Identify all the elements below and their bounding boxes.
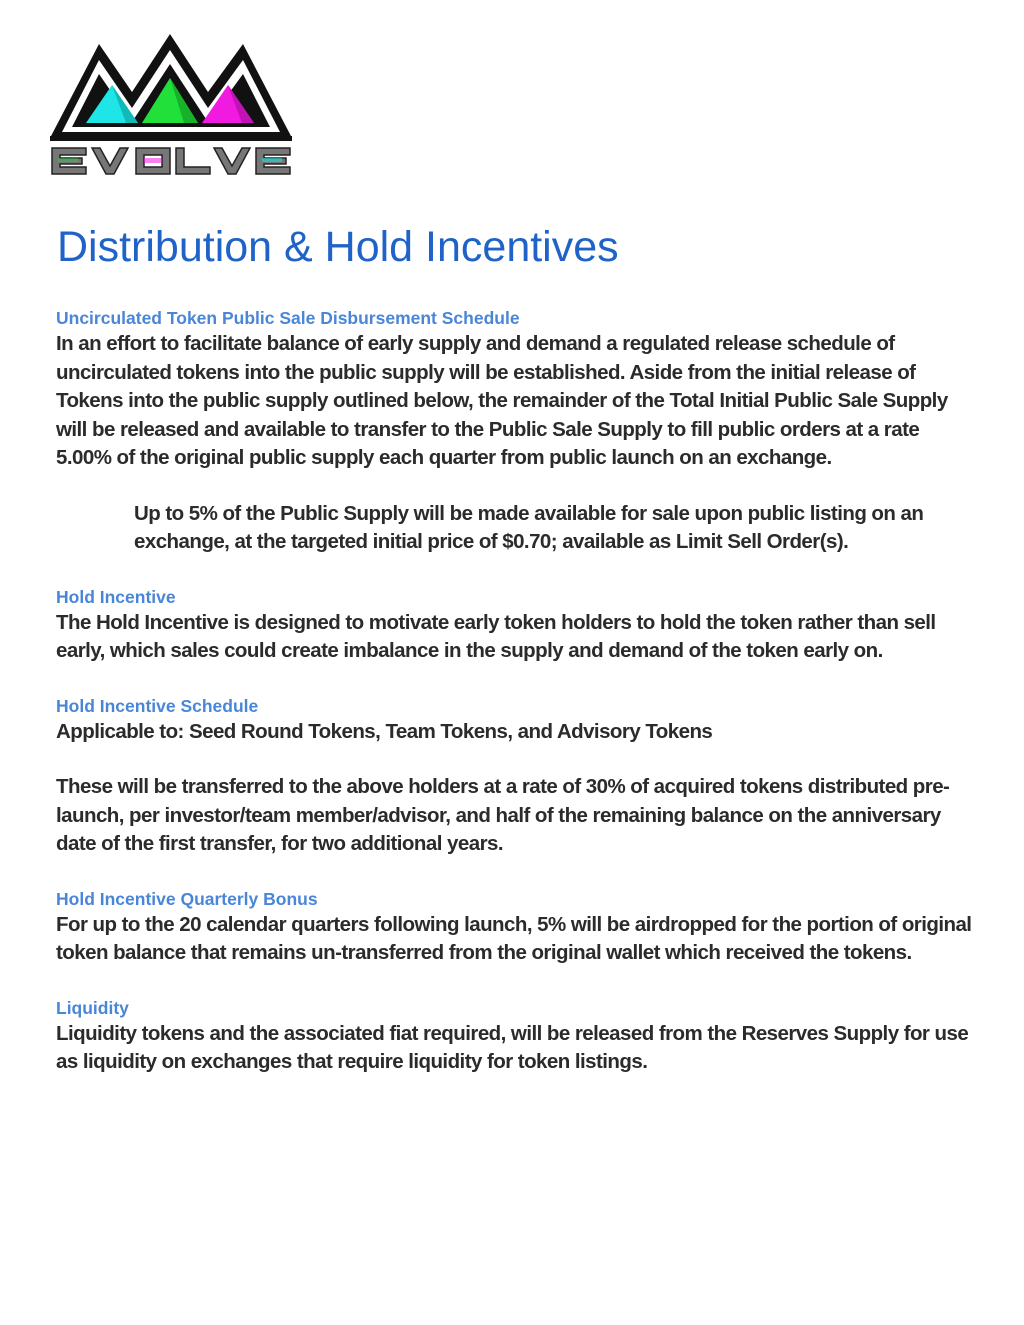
indented-note-public-supply: Up to 5% of the Public Supply will be made available for sale upon public listing on an exchange, at the targeted initial price of $0.70; available as Limit Sell Order(s). <box>134 501 924 553</box>
section-heading-hold-incentive: Hold Incentive <box>56 586 176 607</box>
section-heading-hold-schedule: Hold Incentive Schedule <box>56 695 259 716</box>
page-title: Distribution & Hold Incentives <box>57 223 619 271</box>
document-body <box>56 306 976 1077</box>
section-body-hold-schedule: These will be transferred to the above holders at a rate of 30% of acquired tokens distributed pre-launch, per investor/team member/advisor, and half of the remaining balance on the anniversary date of the first transfer, for two additional years. <box>56 775 950 855</box>
section-body-quarterly-bonus: For up to the 20 calendar quarters following launch, 5% will be airdropped for the portion of original token balance that remains un-transferred from the original wallet which received the tokens. <box>56 912 972 964</box>
section-heading-uncirculated: Uncirculated Token Public Sale Disbursement Schedule <box>56 308 520 328</box>
section-heading-quarterly-bonus: Hold Incentive Quarterly Bonus <box>56 888 318 909</box>
section-body-uncirculated: In an effort to facilitate balance of early supply and demand a regulated release schedule of uncirculated tokens into the public supply will be established. Aside from the initial release of Tokens into the public supply outlined below, the remainder of the Total Initial Public Sale Supply will be released and available to transfer to the Public Sale Supply to fill public orders at a rate 5.00% of the original public supply each quarter from public launch on an exchange. <box>56 332 948 469</box>
section-body-hold-incentive: The Hold Incentive is designed to motivate early token holders to hold the token rather than sell early, which sales could create imbalance in the supply and demand of the token early on. <box>56 610 936 662</box>
section-body-liquidity: Liquidity tokens and the associated fiat required, will be released from the Reserves Supply for use as liquidity on exchanges that require liquidity for token listings. <box>56 1021 969 1073</box>
evolve-logo <box>46 30 296 182</box>
section-heading-liquidity: Liquidity <box>56 997 129 1018</box>
hold-schedule-applicable: Applicable to: Seed Round Tokens, Team Tokens, and Advisory Tokens <box>56 719 713 743</box>
